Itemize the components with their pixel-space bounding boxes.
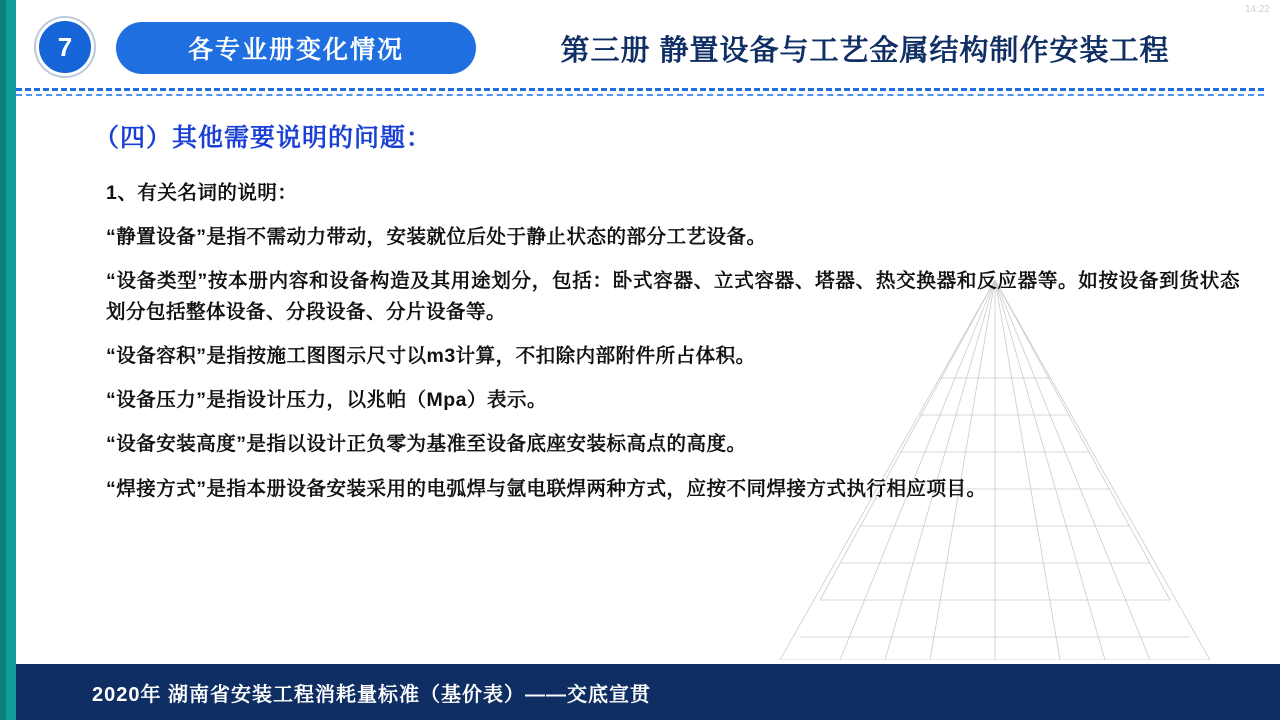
page-title: 第三册 静置设备与工艺金属结构制作安装工程 [560, 34, 1170, 67]
left-accent-bar-inner [0, 0, 6, 720]
paragraph-2: “静置设备”是指不需动力带动，安装就位后处于静止状态的部分工艺设备。 [106, 226, 767, 249]
paragraph-6: “设备安装高度”是指以设计正负零为基准至设备底座安装标高点的高度。 [106, 433, 747, 456]
paragraph-1: 1、有关名词的说明： [106, 182, 298, 204]
paragraph-5: “设备压力”是指设计压力，以兆帕（Mpa）表示。 [106, 389, 548, 412]
header-divider-line-1 [16, 88, 1264, 91]
slide-footer [0, 664, 1280, 720]
paragraph-3: “设备类型”按本册内容和设备构造及其用途划分，包括：卧式容器、立式容器、塔器、热交换器和反应器等。如按设备到货状态划分包括整体设备、分段设备、分片设备等。 [106, 270, 1240, 323]
section-pill-label: 各专业册变化情况 [116, 22, 476, 74]
slide-body [16, 104, 1280, 674]
header-divider [16, 88, 1280, 98]
section-heading: （四）其他需要说明的问题： [94, 124, 433, 152]
header-divider-line-2 [16, 94, 1264, 96]
left-accent-bar [0, 0, 16, 720]
slide-header [0, 0, 1280, 96]
timestamp: 14:22 [1244, 4, 1270, 15]
paragraph-4: “设备容积”是指按施工图图示尺寸以m3计算，不扣除内部附件所占体积。 [106, 344, 756, 367]
paragraph-7: “焊接方式”是指本册设备安装采用的电弧焊与氩电联焊两种方式，应按不同焊接方式执行相应项目。 [106, 477, 987, 500]
slide-number-badge: 7 [36, 18, 94, 76]
footer-text: 2020年 湖南省安装工程消耗量标准（基价表）——交底宣贯 [92, 683, 652, 706]
